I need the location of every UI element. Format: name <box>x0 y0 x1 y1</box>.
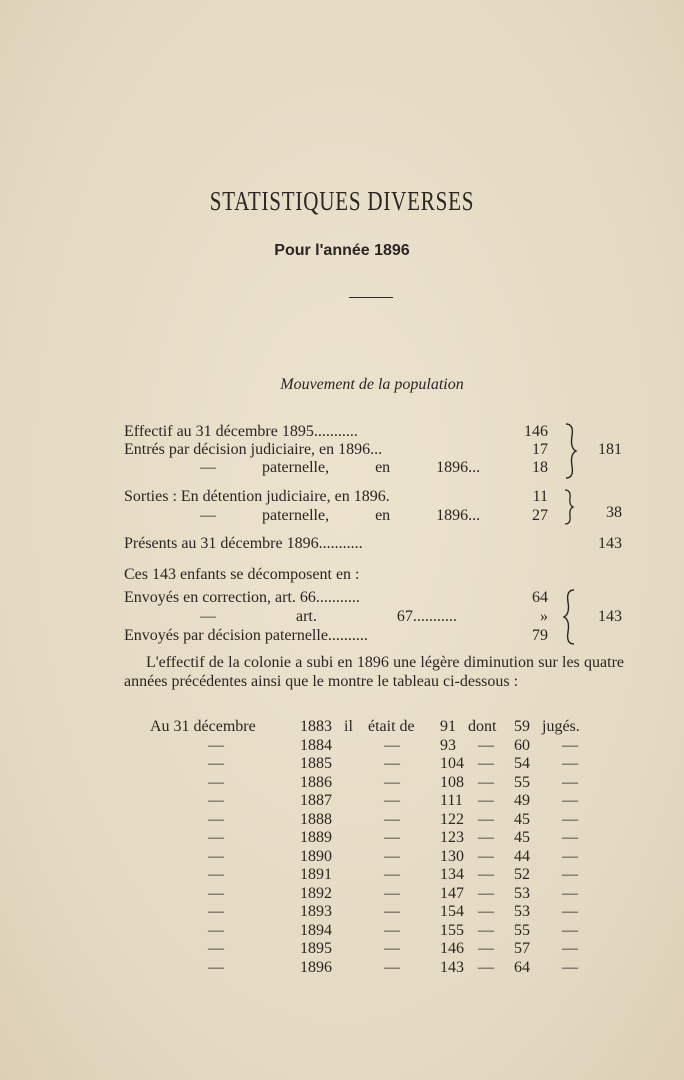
page-title: STATISTIQUES DIVERSES <box>209 186 475 216</box>
table-suffix: jugés. <box>542 718 580 735</box>
table-dash: — <box>562 921 578 939</box>
table-dash: — <box>478 958 494 976</box>
table-dash: — <box>562 884 578 902</box>
table-row <box>0 811 684 829</box>
table-dash: — <box>208 903 224 920</box>
table-total: 123 <box>440 829 464 846</box>
table-year: 1895 <box>300 940 332 957</box>
table-dash: — <box>384 958 400 976</box>
page-subtitle: Pour l'année 1896 <box>274 242 410 259</box>
table-total: 147 <box>440 884 464 902</box>
table-total: 104 <box>440 755 464 772</box>
table-row <box>0 737 684 755</box>
table-juges: 64 <box>514 958 530 976</box>
table-dash: — <box>384 884 400 902</box>
table-etait: était de <box>368 718 415 735</box>
table-il: il <box>344 718 353 735</box>
table-dash: — <box>208 792 224 809</box>
table-year: 1883 <box>300 718 332 735</box>
entry-label: — art. 67........... <box>200 608 457 625</box>
table-dash: — <box>562 773 578 791</box>
entry-value: 64 <box>532 589 548 606</box>
entry-value: 17 <box>532 441 548 458</box>
entry-label: Sorties : En détention judiciaire, en 1896. <box>124 488 390 505</box>
brace-icon <box>560 422 582 480</box>
entries-total: 181 <box>598 441 622 458</box>
table-dash: — <box>384 940 400 957</box>
table-dash: — <box>208 847 224 865</box>
table-dash: — <box>562 755 578 772</box>
table-dash: — <box>562 847 578 865</box>
entry-label: Entrés par décision judiciaire, en 1896... <box>124 441 383 458</box>
table-total: 122 <box>440 810 464 828</box>
table-total: 130 <box>440 847 464 865</box>
table-dash: — <box>208 884 224 902</box>
table-dash: — <box>562 940 578 957</box>
table-juges: 53 <box>514 903 530 920</box>
entry-label: Envoyés en correction, art. 66........... <box>124 589 360 606</box>
table-total: 143 <box>440 958 464 976</box>
entry-value: 146 <box>524 423 548 440</box>
table-dash: — <box>384 866 400 883</box>
table-row <box>0 774 684 792</box>
table-dash: — <box>384 755 400 772</box>
table-total: 91 <box>440 718 456 735</box>
table-dash: — <box>478 810 494 828</box>
entry-value: » <box>540 608 548 625</box>
entry-value: 79 <box>532 627 548 644</box>
brace-icon <box>560 588 582 646</box>
table-dash: — <box>562 958 578 976</box>
table-dash: — <box>208 866 224 883</box>
table-dash: — <box>384 847 400 865</box>
table-dash: — <box>478 773 494 791</box>
table-dash: — <box>562 829 578 846</box>
table-dash: — <box>384 829 400 846</box>
table-dash: — <box>478 755 494 772</box>
entry-label: Présents au 31 décembre 1896........... <box>124 535 363 552</box>
table-dash: — <box>478 829 494 846</box>
table-dash: — <box>384 921 400 939</box>
table-row <box>0 792 684 810</box>
divider-rule <box>349 297 393 298</box>
table-juges: 44 <box>514 847 530 865</box>
table-dash: — <box>562 736 578 754</box>
table-dash: — <box>562 792 578 809</box>
table-dash: — <box>208 829 224 846</box>
table-juges: 45 <box>514 810 530 828</box>
table-dash: — <box>478 903 494 920</box>
entry-label: Envoyés par décision paternelle.......... <box>124 627 368 644</box>
table-dash: — <box>384 903 400 920</box>
entry-label: — paternelle, en 1896... <box>200 507 481 524</box>
table-dash: — <box>208 773 224 791</box>
table-juges: 49 <box>514 792 530 809</box>
decomp-total: 143 <box>598 608 622 625</box>
table-row <box>0 718 684 736</box>
table-total: 146 <box>440 940 464 957</box>
table-juges: 52 <box>514 866 530 883</box>
entry-value: 18 <box>532 459 548 476</box>
section-title: Mouvement de la population <box>280 376 464 393</box>
presents-total: 143 <box>598 535 622 552</box>
table-year: 1886 <box>300 773 332 791</box>
table-dash: — <box>384 792 400 809</box>
table-dash: — <box>208 921 224 939</box>
table-juges: 57 <box>514 940 530 957</box>
table-juges: 59 <box>514 718 530 735</box>
table-dont: dont <box>468 718 497 735</box>
table-juges: 54 <box>514 755 530 772</box>
table-row <box>0 848 684 866</box>
table-dash: — <box>208 958 224 976</box>
table-juges: 60 <box>514 736 530 754</box>
entry-value: 11 <box>532 488 548 505</box>
table-year: 1891 <box>300 866 332 883</box>
entry-label: Ces 143 enfants se décomposent en : <box>124 566 360 583</box>
table-year: 1890 <box>300 847 332 865</box>
entry-label: Effectif au 31 décembre 1895........... <box>124 423 358 440</box>
table-year: 1888 <box>300 810 332 828</box>
table-dash: — <box>478 736 494 754</box>
sorties-total: 38 <box>606 504 622 521</box>
brace-icon <box>560 488 578 526</box>
table-row <box>0 829 684 847</box>
entry-value: 27 <box>532 507 548 524</box>
table-row <box>0 959 684 977</box>
table-total: 154 <box>440 903 464 920</box>
table-dash: — <box>478 921 494 939</box>
table-year: 1885 <box>300 755 332 772</box>
table-year: 1892 <box>300 884 332 902</box>
table-total: 111 <box>440 792 463 809</box>
table-dash: — <box>384 810 400 828</box>
table-row <box>0 866 684 884</box>
table-juges: 55 <box>514 921 530 939</box>
table-row <box>0 755 684 773</box>
table-juges: 53 <box>514 884 530 902</box>
table-dash: — <box>208 755 224 772</box>
table-year: 1893 <box>300 903 332 920</box>
table-total: 93 <box>440 736 456 754</box>
table-dash: — <box>208 736 224 754</box>
table-dash: — <box>478 847 494 865</box>
table-dash: — <box>562 903 578 920</box>
table-dash: — <box>562 866 578 883</box>
table-dash: — <box>208 940 224 957</box>
table-dash: — <box>208 810 224 828</box>
table-year: 1896 <box>300 958 332 976</box>
table-row <box>0 922 684 940</box>
table-total: 108 <box>440 773 464 791</box>
table-dash: — <box>384 773 400 791</box>
entry-label: — paternelle, en 1896... <box>200 459 481 476</box>
table-dash: — <box>562 810 578 828</box>
table-year: 1884 <box>300 736 332 754</box>
table-dash: — <box>478 866 494 883</box>
table-juges: 55 <box>514 773 530 791</box>
table-dash: — <box>478 884 494 902</box>
table-dash: — <box>384 736 400 754</box>
table-year: 1887 <box>300 792 332 809</box>
table-total: 134 <box>440 866 464 883</box>
table-year: 1894 <box>300 921 332 939</box>
table-prefix: Au 31 décembre <box>150 718 256 735</box>
table-dash: — <box>478 940 494 957</box>
table-row <box>0 885 684 903</box>
table-year: 1889 <box>300 829 332 846</box>
table-juges: 45 <box>514 829 530 846</box>
table-total: 155 <box>440 921 464 939</box>
table-row <box>0 940 684 958</box>
paragraph: L'effectif de la colonie a subi en 1896 une légère diminution sur les quatre années précédentes ainsi que le montre le tableau ci-dessous : <box>124 654 624 690</box>
table-row <box>0 903 684 921</box>
table-dash: — <box>478 792 494 809</box>
